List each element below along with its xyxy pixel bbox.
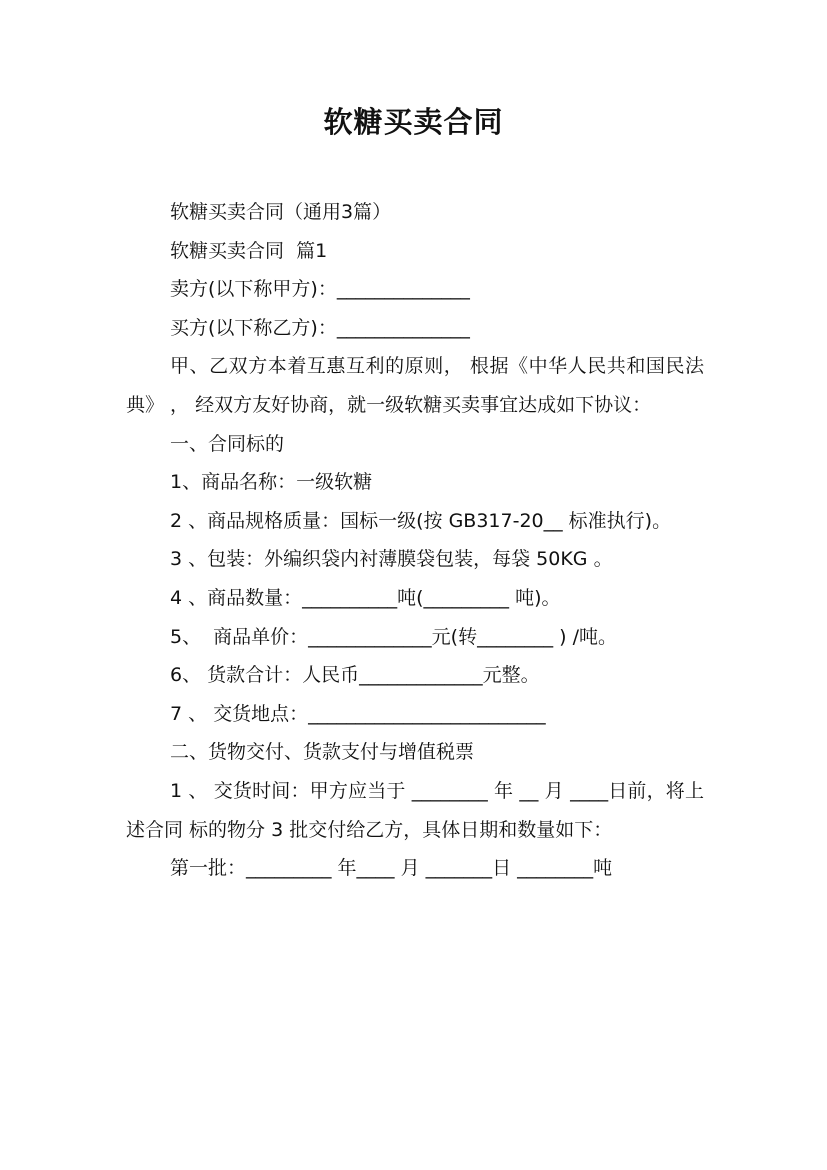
- paragraph-quantity: 4 、商品数量：__________吨(_________ 吨)。: [170, 586, 561, 609]
- paragraph-unit-price: 5、 商品单价：_____________元(转________ ) /吨。: [170, 625, 617, 648]
- document-title: 软糖买卖合同: [323, 105, 504, 139]
- paragraph-seller: 卖方(以下称甲方)：______________: [170, 278, 470, 301]
- paragraph-preamble: 甲、乙双方本着互惠互利的原则， 根据《中华人民共和国民法典》 ， 经双方友好协商，就一级软糖买卖事宜达成如下协议：: [126, 355, 704, 416]
- paragraph-section-heading: 软糖买卖合同 篇1: [170, 239, 328, 262]
- paragraph-delivery-time: 1 、 交货时间：甲方应当于 ________ 年 __ 月 ____日前，将上述合同 标的物分 3 批交付给乙方，具体日期和数量如下：: [126, 779, 704, 841]
- paragraph-product-name: 1、商品名称：一级软糖: [170, 471, 373, 494]
- paragraph-total-payment: 6、 货款合计：人民币_____________元整。: [170, 664, 540, 687]
- paragraph-first-batch: 第一批：_________ 年____ 月 _______日 ________吨: [170, 857, 613, 880]
- paragraph-heading-delivery: 二、货物交付、货款支付与增值税票: [170, 741, 475, 764]
- document-body: [126, 193, 704, 888]
- paragraph-delivery-location: 7 、 交货地点：_________________________: [170, 702, 546, 725]
- paragraph-product-spec: 2 、商品规格质量：国标一级(按 GB317-20__ 标准执行)。: [170, 509, 672, 532]
- paragraph-subtitle: 软糖买卖合同（通用3篇）: [170, 201, 392, 223]
- paragraph-packaging: 3 、包装：外编织袋内衬薄膜袋包装，每袋 50KG 。: [170, 548, 613, 571]
- paragraph-heading-subject: 一、合同标的: [170, 432, 285, 455]
- paragraph-buyer: 买方(以下称乙方)：______________: [170, 316, 470, 339]
